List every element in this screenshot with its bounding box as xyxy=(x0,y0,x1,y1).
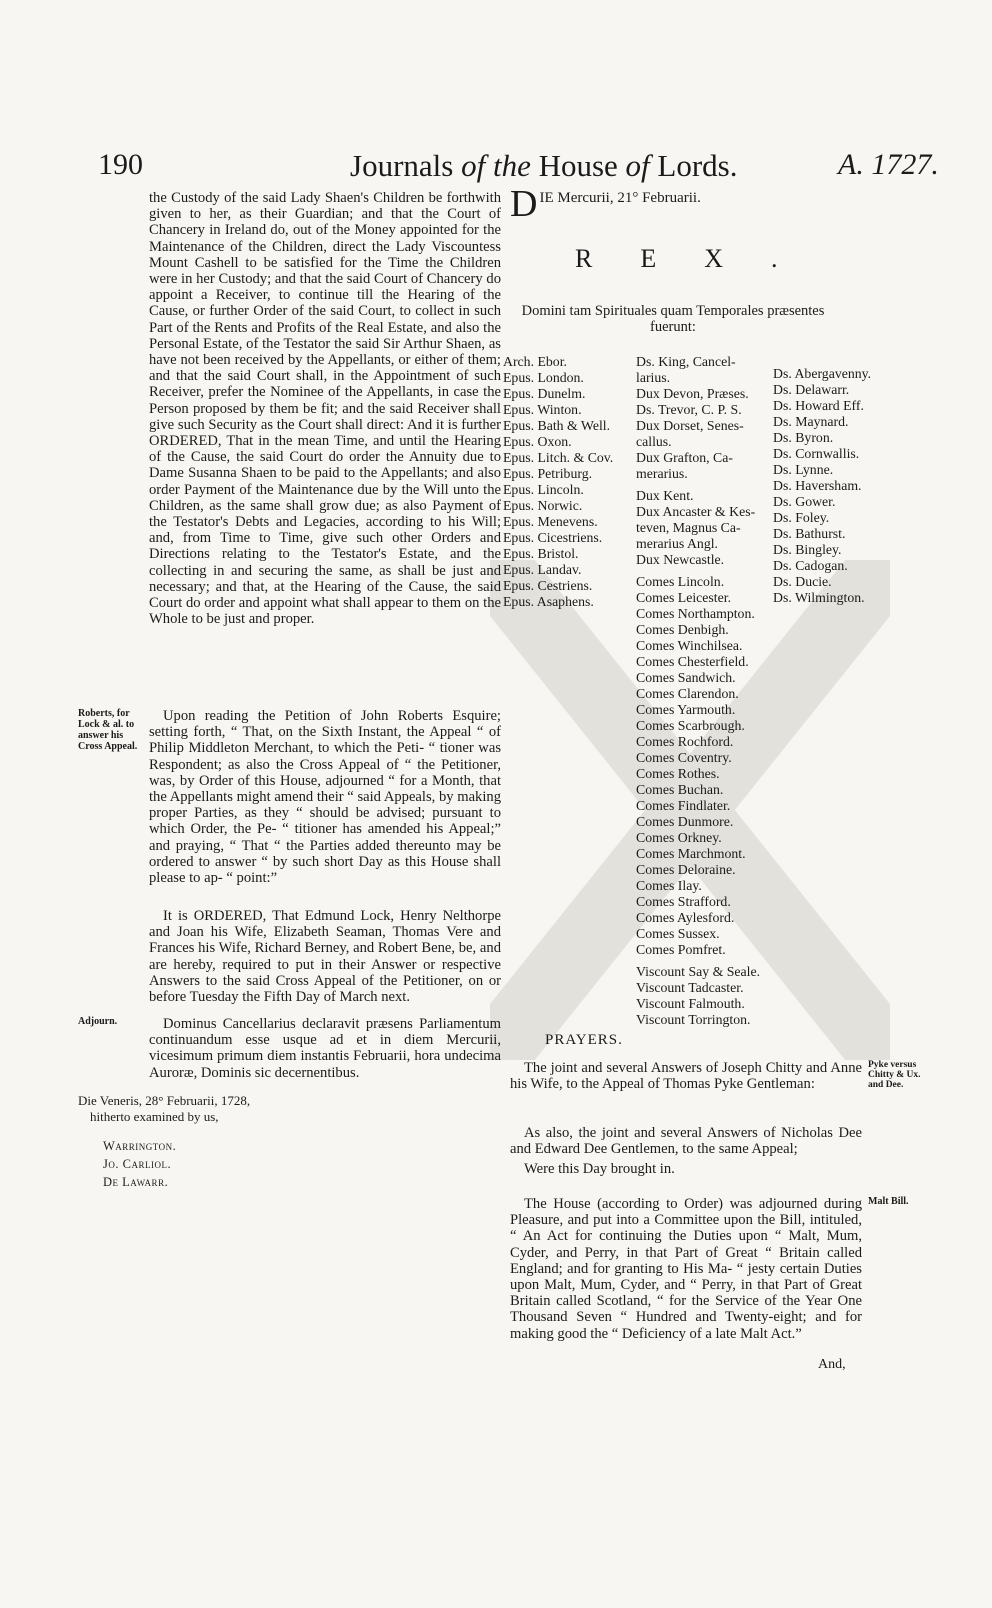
lord-entry: Epus. Cestriens. xyxy=(503,578,593,593)
lords-list-barons xyxy=(773,354,871,606)
lord-entry: Epus. Winton. xyxy=(503,402,582,417)
lord-entry: Ds. Delawarr. xyxy=(773,382,850,397)
lord-entry: Comes Marchmont. xyxy=(636,846,746,861)
margin-note-pyke: Pyke versus Chitty & Ux. and Dee. xyxy=(868,1060,921,1090)
lord-entry: Dux Newcastle. xyxy=(636,552,725,567)
domini-line: Domini tam Spirituales quam Temporales præsentes fuerunt: xyxy=(521,303,825,335)
lord-entry: Ds. Cadogan. xyxy=(773,558,848,573)
order-text: the Custody of the said Lady Shaen's Children be forthwith given to her, as their Guardian; and that the Court of Chancery in Ireland do, out of the Money appointed for the Maintenance of the Children, direct the Lady Viscountess Mount Cashell to be satisfied for the Time the Children were in her Custody; and that the said Court of Chancery do appoint a Receiver, to continue till the Hearing of the Cause, or further Order of the said Court, to collect in such Part of the Rents and Profits of the Real Estate, and also the Personal Estate, of the Testator the said Sir Arthur Shaen, as have not been received by the Appellants, or either of them; and that the said Court shall, in the Appointment of such Receiver, prefer the Nominee of the Appellants, in case the Person proposed by them be fit; and the said Receiver shall give such Security as the Court shall direct: And it is further ORDERED, That in the mean Time, and until the Hearing of the Cause, the said Court do order the Annuity due to Dame Susanna Shaen to be paid to the Appellants; and also order Payment of the Maintenance due by the Will unto the Children, as the same shall grow due; as also Payment of the Testator's Debts and Legacies, according to his Will; and, from Time to Time, give such other Orders and Directions relating to the Testator's Estate, and the collecting in and securing the same, as shall be just and necessary; and that, at the Hearing of the Cause, the said Court do order and appoint what shall appear to them on the Whole to be just and proper. xyxy=(149,190,501,628)
prayers-heading: PRAYERS. xyxy=(545,1032,623,1048)
lord-entry: Comes Northampton. xyxy=(636,606,755,621)
page-number: 190 xyxy=(98,148,143,181)
lord-entry: Ds. Wilmington. xyxy=(773,590,865,605)
lord-entry: Ds. Howard Eff. xyxy=(773,398,864,413)
lord-entry: Comes Orkney. xyxy=(636,830,722,845)
margin-note-malt: Malt Bill. xyxy=(868,1196,909,1207)
lord-entry: Epus. Lincoln. xyxy=(503,482,584,497)
title-the: the xyxy=(492,148,531,183)
lord-entry: Ds. Abergavenny. xyxy=(773,366,872,381)
lord-entry: Comes Buchan. xyxy=(636,782,724,797)
lord-entry: Ds. Trevor, C. P. S. xyxy=(636,402,742,417)
lord-entry: larius. xyxy=(636,370,671,385)
title-lords: Lords. xyxy=(657,148,738,183)
lord-entry: Ds. Ducie. xyxy=(773,574,832,589)
answers-chitty xyxy=(510,1060,862,1092)
lord-entry: Comes Sandwich. xyxy=(636,670,736,685)
signature-3: De Lawarr. xyxy=(103,1175,169,1189)
lord-entry: teven, Magnus Ca- xyxy=(636,520,741,535)
lord-entry: Epus. Landav. xyxy=(503,562,582,577)
lord-entry: callus. xyxy=(636,434,672,449)
lord-entry: Epus. Asaphens. xyxy=(503,594,594,609)
lord-entry: Ds. Cornwallis. xyxy=(773,446,860,461)
lord-entry: Comes Coventry. xyxy=(636,750,732,765)
running-header xyxy=(0,148,992,188)
examined-note xyxy=(78,1093,250,1125)
lord-entry: Viscount Tadcaster. xyxy=(636,980,744,995)
lord-entry: Epus. Litch. & Cov. xyxy=(503,450,614,465)
running-title xyxy=(350,148,738,184)
examined-line-1: Die Veneris, 28° Februarii, 1728, xyxy=(78,1093,251,1108)
lord-entry: Epus. Oxon. xyxy=(503,434,572,449)
title-of-2: of xyxy=(625,148,650,183)
lord-entry: merarius Angl. xyxy=(636,536,718,551)
margin-note-adjourn: Adjourn. xyxy=(78,1016,118,1027)
petition-roberts xyxy=(149,708,501,886)
adjournment-text: Dominus Cancellarius declaravit præsens Parliamentum continuandum esse usque ad et in diem Mercurii, vicesimum primum diem instantis Februarii, hora undecima Auroræ, Dominis sic decernentibus. xyxy=(149,1016,501,1081)
lord-entry: Epus. Bath & Well. xyxy=(503,418,611,433)
title-journals: Journals xyxy=(350,148,454,183)
lord-entry: Arch. Ebor. xyxy=(503,354,567,369)
lord-entry: Comes Clarendon. xyxy=(636,686,739,701)
adjournment xyxy=(149,1016,501,1081)
page-year: A. 1727. xyxy=(838,148,939,181)
left-paragraph-1 xyxy=(149,190,501,627)
lord-entry: Dux Kent. xyxy=(636,488,694,503)
lord-entry: Ds. Lynne. xyxy=(773,462,834,477)
lord-entry: Ds. Bingley. xyxy=(773,542,842,557)
lord-entry: Comes Dunmore. xyxy=(636,814,734,829)
lords-list-temporal xyxy=(636,354,760,1028)
lord-entry: Comes Rothes. xyxy=(636,766,720,781)
lord-entry: Ds. Maynard. xyxy=(773,414,849,429)
malt-bill-committee xyxy=(510,1196,862,1342)
lord-entry: Viscount Falmouth. xyxy=(636,996,745,1011)
lord-entry: Dux Ancaster & Kes- xyxy=(636,504,756,519)
lord-entry: Ds. Byron. xyxy=(773,430,834,445)
lord-entry: Ds. Gower. xyxy=(773,494,836,509)
drop-cap: D xyxy=(510,183,538,225)
order-lock-text: It is ORDERED, That Edmund Lock, Henry Nelthorpe and Joan his Wife, Elizabeth Seaman, Thomas Vere and Frances his Wife, Richard Berney, and Robert Bene, be, and are hereby, required to put in their Answer or respective Answers to the said Cross Appeal of the Petitioner, on or before Tuesday the Fifth Day of March next. xyxy=(149,908,501,1006)
answers-dee-text: As also, the joint and several Answers of Nicholas Dee and Edward Dee Gentlemen, to the same Appeal; xyxy=(510,1125,862,1158)
answers-chitty-text: The joint and several Answers of Joseph Chitty and Anne his Wife, to the Appeal of Thomas Pyke Gentleman: xyxy=(510,1060,862,1093)
lord-entry: Ds. Foley. xyxy=(773,510,830,525)
rex-heading: REX. xyxy=(575,244,826,273)
lord-entry: Epus. Dunelm. xyxy=(503,386,586,401)
lord-entry: Ds. Haversham. xyxy=(773,478,862,493)
lord-entry: Viscount Say & Seale. xyxy=(636,964,761,979)
signature-1: Warrington. xyxy=(103,1139,177,1153)
petition-text: Upon reading the Petition of John Roberts Esquire; setting forth, “ That, on the Sixth Instant, the Appeal “ of Philip Middleton Merchant, to which the Peti- “ tioner was Respondent; as also the Cross Appeal of “ the Petitioner, was, by Order of this House, adjourned “ for a Month, that the Appellants might amend their “ said Appeals, by making proper Parties, as they “ should be advised; pursuant to which Order, the Pe- “ titioner has amended his Appeal;” and praying, “ That “ the Parties added thereunto may be ordered to answer “ by such short Day as this House shall please to ap- “ point:” xyxy=(149,708,501,887)
day-heading xyxy=(510,183,850,225)
brought-in xyxy=(510,1161,862,1177)
lord-entry: Comes Sussex. xyxy=(636,926,720,941)
brought-in-text: Were this Day brought in. xyxy=(524,1161,675,1177)
lord-entry: Epus. London. xyxy=(503,370,584,385)
answers-dee xyxy=(510,1125,862,1157)
lord-entry: Epus. Norwic. xyxy=(503,498,583,513)
signature-2: Jo. Carliol. xyxy=(103,1157,172,1171)
lord-entry: Comes Lincoln. xyxy=(636,574,725,589)
lord-entry: Comes Yarmouth. xyxy=(636,702,736,717)
lord-entry: Comes Chesterfield. xyxy=(636,654,749,669)
lord-entry: Comes Denbigh. xyxy=(636,622,729,637)
margin-note-roberts: Roberts, for Lock & al. to answer his Cross Appeal. xyxy=(78,708,138,752)
lord-entry: Dux Grafton, Ca- xyxy=(636,450,733,465)
lords-list-spiritual xyxy=(503,354,613,610)
title-of: of xyxy=(461,148,486,183)
lord-entry: Epus. Petriburg. xyxy=(503,466,593,481)
lord-entry: Epus. Bristol. xyxy=(503,546,579,561)
examined-line-2: hitherto examined by us, xyxy=(90,1109,219,1124)
day-heading-text: IE Mercurii, 21° Februarii. xyxy=(539,190,701,206)
lord-entry: Comes Pomfret. xyxy=(636,942,726,957)
lord-entry: Comes Winchilsea. xyxy=(636,638,743,653)
lord-entry: merarius. xyxy=(636,466,688,481)
order-lock xyxy=(149,908,501,1005)
lord-entry: Ds. Bathurst. xyxy=(773,526,846,541)
lord-entry: Epus. Cicestriens. xyxy=(503,530,603,545)
lord-entry: Epus. Menevens. xyxy=(503,514,598,529)
lord-entry: Dux Dorset, Senes- xyxy=(636,418,744,433)
lord-entry: Ds. King, Cancel- xyxy=(636,354,736,369)
lord-entry: Dux Devon, Præses. xyxy=(636,386,749,401)
catchword: And, xyxy=(818,1357,846,1372)
malt-bill-text: The House (according to Order) was adjourned during Pleasure, and put into a Committee upon the Bill, intituled, “ An Act for continuing the Duties upon “ Malt, Mum, Cyder, and Perry, in that Part of Great “ Britain called England; and for granting to His Ma- “ jesty certain Duties upon Malt, Mum, Cyder, and “ Perry, in that Part of Great Britain called Scotland, “ for the Service of the Year One Thousand Seven “ Hundred and Twenty-eight; and for making good the “ Deficiency of a late Malt Act.” xyxy=(510,1196,862,1342)
lord-entry: Viscount Torrington. xyxy=(636,1012,751,1027)
title-house: House xyxy=(538,148,618,183)
lord-entry: Comes Leicester. xyxy=(636,590,732,605)
lord-entry: Comes Aylesford. xyxy=(636,910,735,925)
lord-entry: Comes Scarbrough. xyxy=(636,718,745,733)
lord-entry: Comes Rochford. xyxy=(636,734,734,749)
lord-entry: Comes Strafford. xyxy=(636,894,731,909)
lord-entry: Comes Deloraine. xyxy=(636,862,736,877)
lord-entry: Comes Findlater. xyxy=(636,798,731,813)
lord-entry: Comes Ilay. xyxy=(636,878,702,893)
